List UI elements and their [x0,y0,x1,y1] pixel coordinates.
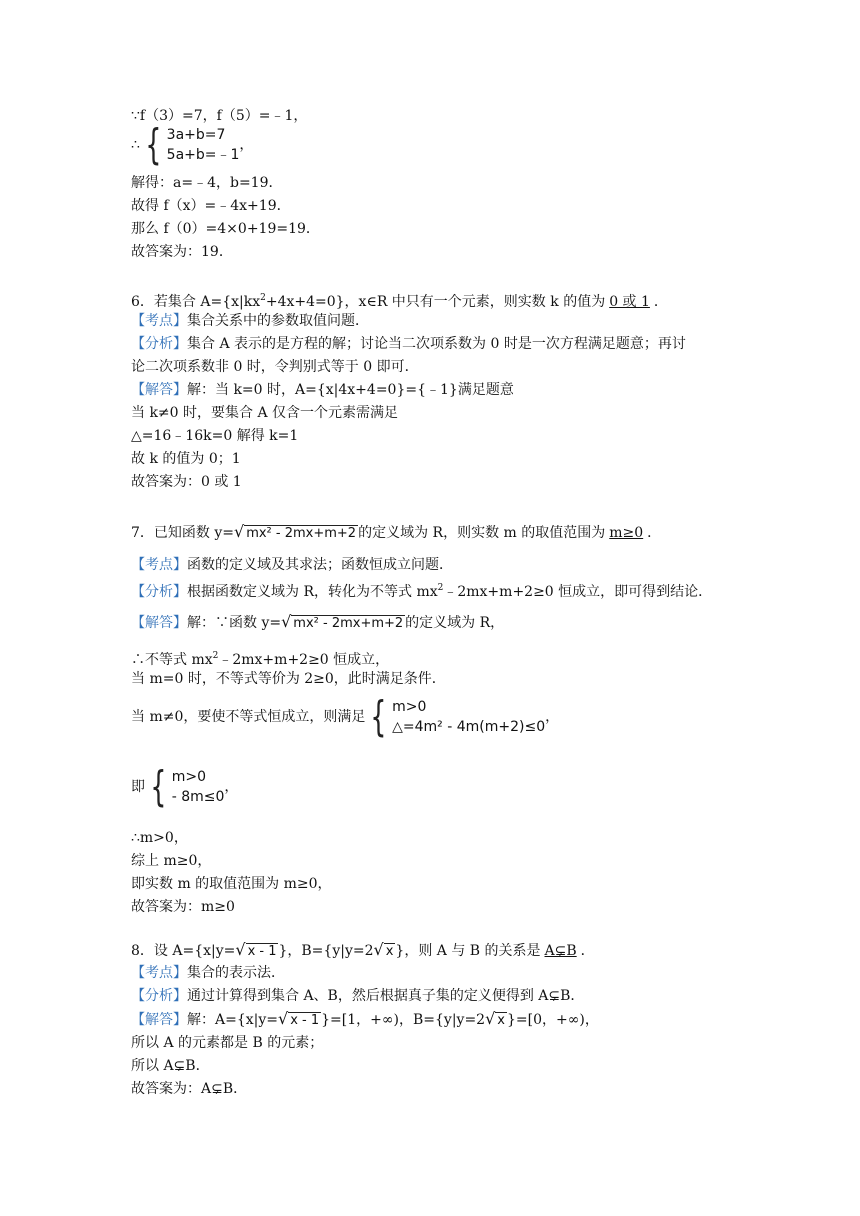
left-brace-icon: { [150,762,167,811]
jieda-text: ﹣2mx+m+2≥0 恒成立， [218,652,390,668]
jieda-line: 故 k 的值为 0；1 [131,451,241,467]
fenxi-text: 通过计算得到集合 A、B，然后根据真子集的定义便得到 A⊊B． [187,988,585,1004]
radicand: x - 1 [290,1013,320,1028]
text-line: 解得：a=﹣4，b=19． [131,175,283,191]
equation: - 8m≤0 [171,789,225,805]
jieda-line [131,646,389,670]
left-brace-icon: { [145,120,162,169]
equation-system [131,120,254,169]
stem-text: 8．设 A={x|y= [131,943,236,959]
jieda-line: 故答案为：m≥0 [131,899,235,915]
punctuation: ， [224,779,239,795]
jieda-text: 即 [131,779,145,795]
kaodian-text: 集合的表示法． [187,965,285,981]
jieda-text: 的定义域为 R， [405,615,505,631]
jieda-text: }=[0，+∞)， [507,1012,599,1028]
answer-blank: 0 或 1 [609,294,650,310]
jieda-text: }=[1，+∞)，B={y|y=2 [321,1012,486,1028]
text-line: 故答案为：19． [131,244,233,260]
radicand: x [497,1013,505,1028]
superscript: 2 [437,583,444,593]
kaodian-text: 集合关系中的参数取值问题． [187,313,369,329]
superscript: 2 [260,293,266,303]
jieda-text: 当 m≠0，要使不等式恒成立，则满足 [131,709,366,725]
jieda-line: 当 m=0 时，不等式等价为 2≥0，此时满足条件． [131,671,446,687]
punctuation: ， [545,709,560,725]
jieda-tag: 【解答】 [131,615,187,631]
equation-stack [172,767,225,807]
equation-stack [392,697,545,737]
jieda-tag: 【解答】 [131,382,187,398]
left-brace-icon: { [370,692,387,741]
radicand: x - 1 [247,944,277,959]
jieda-line: 当 k≠0 时，要集合 A 仅含一个元素需满足 [131,405,399,421]
jieda-line: 故答案为：A⊊B． [131,1081,248,1097]
fenxi-line [131,334,686,354]
question-8-stem [131,940,595,961]
fenxi-line [131,986,584,1006]
sqrt-icon: √ [278,1009,289,1028]
stem-text: 7．已知函数 y= [131,525,234,541]
therefore-symbol: ∴ [131,137,140,153]
stem-text: ． [580,943,595,959]
jieda-line: 综上 m≥0， [131,853,212,869]
equation: 5a+b=﹣1 [166,147,240,163]
jieda-line [131,380,514,400]
sqrt-icon: √ [281,612,292,631]
radicand: x [385,944,394,959]
radicand: mx² - 2mx+m+2 [246,526,357,541]
kaodian-tag: 【考点】 [131,313,187,329]
jieda-line: ∴m>0， [131,830,188,846]
jieda-line: 即实数 m 的取值范围为 m≥0， [131,876,332,892]
question-7-stem [131,522,661,543]
sqrt-icon: √ [234,522,245,541]
equation: m>0 [392,699,427,715]
jieda-tag: 【解答】 [131,1012,187,1028]
jieda-line: △=16﹣16k=0 解得 k=1 [131,428,299,444]
equation-system [131,762,239,811]
jieda-text: ∴不等式 mx [131,652,213,668]
radicand: mx² - 2mx+m+2 [293,616,404,631]
question-6-stem [131,288,668,312]
equation-system [131,692,560,741]
stem-text: 6．若集合 A={x|kx [131,294,261,310]
sqrt-icon: √ [373,940,384,959]
equation: △=4m² - 4m(m+2)≤0 [392,719,546,735]
kaodian-line [131,963,285,983]
text-line: ∵f（3）=7，f（5）=﹣1， [131,108,308,124]
kaodian-line [131,555,453,575]
jieda-line: 所以 A 的元素都是 B 的元素； [131,1035,324,1051]
answer-blank: A⊊B [544,943,577,959]
sqrt-icon: √ [235,940,246,959]
punctuation: ， [239,137,254,153]
fenxi-tag: 【分析】 [131,336,187,352]
stem-text: }，B={y|y=2 [278,943,374,959]
jieda-text: 解：A={x|y= [187,1012,278,1028]
stem-text: +4x+4=0}，x∈R 中只有一个元素，则实数 k 的值为 [265,294,606,310]
stem-text: ． [653,294,668,310]
fenxi-text: ﹣2mx+m+2≥0 恒成立，即可得到结论． [443,584,713,600]
jieda-line [131,612,504,633]
sqrt-icon: √ [485,1009,496,1028]
jieda-text: 解：∵函数 y= [187,615,282,631]
kaodian-line [131,311,369,331]
kaodian-text: 函数的定义域及其求法；函数恒成立问题． [187,557,453,573]
superscript: 2 [212,651,219,661]
fenxi-tag: 【分析】 [131,584,187,600]
answer-blank: m≥0 [609,525,644,541]
equation-stack [167,125,240,165]
kaodian-tag: 【考点】 [131,965,187,981]
jieda-line: 故答案为：0 或 1 [131,474,242,490]
jieda-line [131,1009,599,1030]
kaodian-tag: 【考点】 [131,557,187,573]
stem-text: ． [647,525,662,541]
stem-text: 的定义域为 R，则实数 m 的取值范围为 [358,525,606,541]
fenxi-text: 集合 A 表示的是方程的解；讨论当二次项系数为 0 时是一次方程满足题意；再讨 [187,336,686,352]
jieda-text: 解：当 k=0 时，A={x|4x+4=0}={﹣1}满足题意 [187,382,514,398]
stem-text: }，则 A 与 B 的关系是 [395,943,541,959]
fenxi-text: 根据函数定义域为 R，转化为不等式 mx [187,584,438,600]
fenxi-line [131,578,712,602]
equation: 3a+b=7 [166,127,226,143]
fenxi-line: 论二次项系数非 0 时，令判别式等于 0 即可． [131,359,419,375]
jieda-line: 所以 A⊊B． [131,1058,210,1074]
text-line: 故得 f（x）=﹣4x+19． [131,198,291,214]
fenxi-tag: 【分析】 [131,988,187,1004]
equation: m>0 [171,769,207,785]
text-line: 那么 f（0）=4×0+19=19． [131,221,320,237]
